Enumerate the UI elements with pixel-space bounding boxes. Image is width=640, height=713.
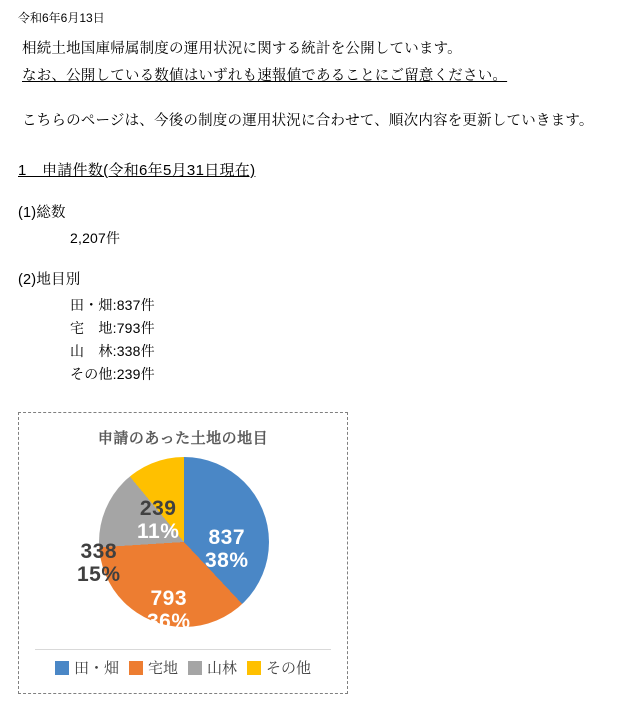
legend-label-residential: 宅地: [147, 660, 178, 677]
pie-label-forest-percent: 15%: [77, 563, 121, 586]
legend-label-forest: 山林: [207, 660, 238, 677]
subsection-bytype-label: (2)地目別: [18, 272, 81, 288]
legend-swatch-icon-field: [55, 661, 69, 675]
legend-swatch-icon-residential: [129, 661, 143, 675]
pie-chart: [18, 412, 348, 694]
intro-paragraph-3: こちらのページは、今後の制度の運用状況に合わせて、順次内容を更新していきます。: [22, 113, 594, 129]
pie-label-other-percent: 11%: [137, 520, 180, 543]
bytype-item-other: その他:239件: [70, 366, 155, 382]
bytype-item-residential: 宅 地:793件: [70, 320, 155, 336]
legend-item-residential: [129, 657, 178, 678]
document-date: 令和6年6月13日: [18, 11, 105, 25]
pie-label-other: [137, 497, 179, 543]
pie-label-other-value: 239: [139, 497, 177, 520]
legend-item-field: [55, 657, 119, 678]
chart-title: 申請のあった土地の地目: [97, 430, 269, 447]
bytype-item-field: 田・畑:837件: [70, 297, 155, 313]
legend-swatch-icon-forest: [188, 661, 202, 675]
intro-paragraph-2: なお、公開している数値はいずれも速報値であることにご留意ください。: [22, 68, 508, 84]
pie-label-residential-percent: 36%: [147, 610, 191, 633]
legend-label-field: 田・畑: [73, 660, 119, 677]
pie-label-forest: [77, 540, 121, 586]
subsection-total-label: (1)総数: [18, 205, 66, 221]
legend-swatch-icon-other: [247, 661, 261, 675]
pie-label-field-percent: 38%: [205, 549, 249, 572]
pie-label-residential: [147, 587, 191, 633]
bytype-item-forest: 山 林:338件: [70, 343, 155, 359]
section-heading-applications: 1 申請件数(令和6年5月31日現在): [18, 162, 256, 179]
intro-paragraph-1: 相続土地国庫帰属制度の運用状況に関する統計を公開しています。: [22, 41, 462, 57]
pie-label-residential-value: 793: [150, 587, 188, 610]
legend-item-other: [247, 657, 311, 678]
subsection-total-value: 2,207件: [70, 230, 121, 246]
pie-label-field: [205, 526, 249, 572]
legend-item-forest: [188, 657, 237, 678]
pie-plot-area: [19, 448, 349, 643]
pie-label-forest-value: 338: [80, 540, 118, 563]
chart-legend: [35, 649, 331, 678]
pie-label-field-value: 837: [208, 526, 246, 549]
legend-label-other: その他: [266, 660, 312, 677]
